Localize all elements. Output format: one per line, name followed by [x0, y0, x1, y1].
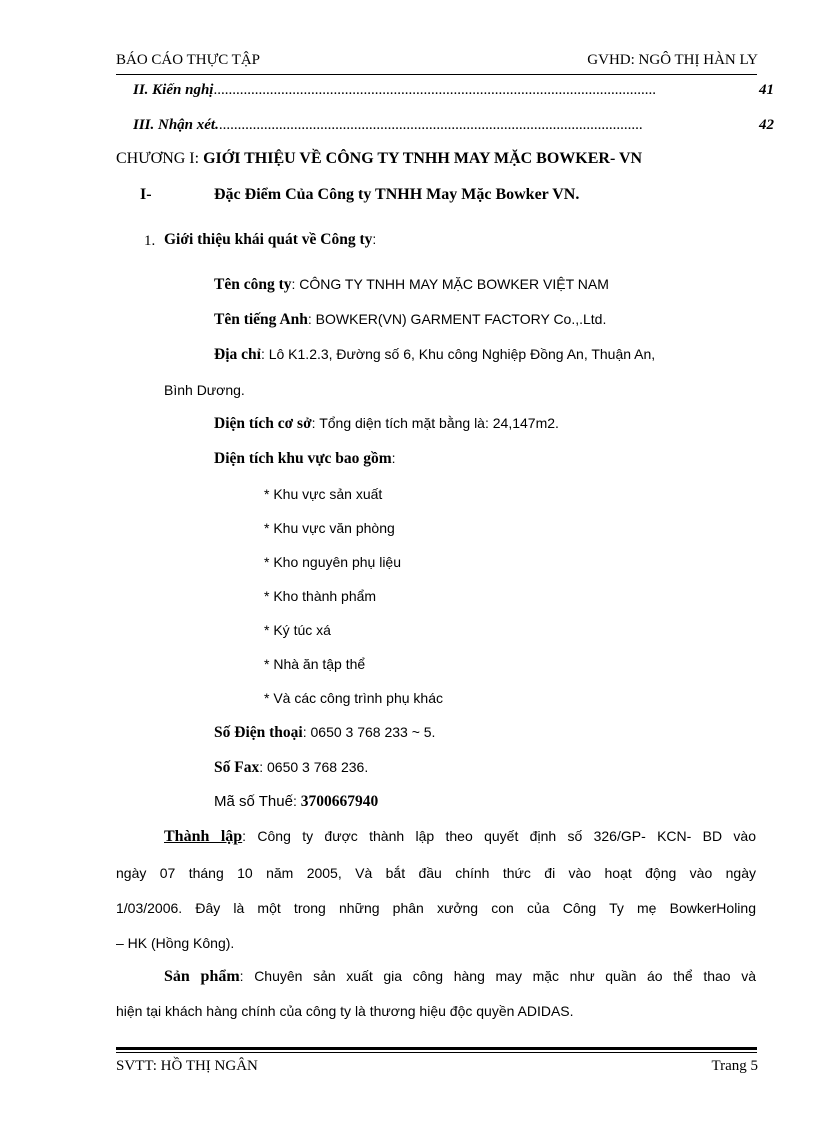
subsection-heading	[164, 231, 376, 249]
subsection-number: 1.	[144, 233, 156, 249]
area-label: Diện tích cơ sở	[214, 415, 312, 432]
section-title: Đặc Điểm Của Công ty TNHH May Mặc Bowker VN.	[214, 186, 580, 203]
zones-heading	[214, 450, 396, 468]
toc-page-number: 42	[759, 117, 774, 133]
founding-line-4: – HK (Hồng Kông).	[116, 935, 235, 951]
zones-colon: :	[391, 450, 396, 466]
subsection-title: Giới thiệu khái quát về Công ty	[164, 231, 373, 248]
address-continuation: Bình Dương.	[164, 382, 245, 398]
zone-item: * Kho nguyên phụ liệu	[264, 554, 401, 570]
toc-leader: ......................................................................................................................	[213, 82, 656, 98]
header-right: GVHD: NGÔ THỊ HÀN LY	[587, 52, 758, 68]
toc-label: II. Kiến nghị	[133, 82, 214, 98]
chapter-number: CHƯƠNG I:	[116, 150, 200, 167]
products-line-2: hiện tại khách hàng chính của công ty là thương hiệu độc quyền ADIDAS.	[116, 1003, 574, 1019]
footer-left: SVTT: HỒ THỊ NGÂN	[116, 1058, 258, 1074]
english-name-line	[214, 311, 606, 329]
chapter-title: GIỚI THIỆU VỀ CÔNG TY TNHH MAY MẶC BOWKER- VN	[203, 150, 643, 167]
tax-colon: :	[292, 793, 301, 809]
products-text: : Chuyên sản xuất gia công hàng may mặc như quần áo thể thao và	[239, 968, 757, 984]
footer-rule-thick	[116, 1047, 757, 1050]
header-left: BÁO CÁO THỰC TẬP	[116, 52, 261, 68]
company-name-label: Tên công ty	[214, 276, 292, 293]
zone-item: * Khu vực văn phòng	[264, 520, 395, 536]
chapter-heading	[116, 150, 642, 168]
zone-item: * Và các công trình phụ khác	[264, 690, 443, 706]
products-label: Sản phẩm	[164, 968, 240, 985]
subsection-colon: :	[372, 231, 377, 247]
toc-entry-kien-nghi[interactable]	[133, 82, 756, 99]
phone-label: Số Điện thoại	[214, 724, 303, 741]
founding-text: : Công ty được thành lập theo quyết định số 326/GP- KCN- BD vào	[242, 828, 757, 844]
zone-item: * Kho thành phẩm	[264, 588, 377, 604]
area-value: : Tổng diện tích mặt bằng là: 24,147m2.	[311, 415, 559, 431]
fax-value: : 0650 3 768 236.	[259, 759, 369, 775]
toc-page-number: 41	[759, 82, 774, 98]
company-name-value: : CÔNG TY TNHH MAY MẶC BOWKER VIỆT NAM	[291, 276, 609, 292]
founding-label: Thành lập	[164, 828, 243, 845]
address-line	[214, 346, 655, 364]
address-label: Địa chỉ	[214, 346, 261, 363]
toc-label: III. Nhận xét.	[133, 117, 219, 133]
footer-rule-thin	[116, 1052, 757, 1053]
fax-line	[214, 759, 368, 777]
tax-label: Mã số Thuế	[214, 793, 293, 810]
founding-line-3: 1/03/2006. Đây là một trong những phân xưởng con của Công Ty mẹ BowkerHoling	[116, 900, 756, 916]
tax-value: 3700667940	[300, 793, 379, 810]
founding-line-2: ngày 07 tháng 10 năm 2005, Và bắt đầu chính thức đi vào hoạt động vào ngày	[116, 865, 756, 881]
english-name-value: : BOWKER(VN) GARMENT FACTORY Co.,.Ltd.	[307, 311, 607, 327]
phone-value: : 0650 3 768 233 ~ 5.	[302, 724, 436, 740]
zone-item: * Ký túc xá	[264, 622, 331, 638]
fax-label: Số Fax	[214, 759, 260, 776]
company-name-line	[214, 276, 609, 294]
products-line-1	[164, 968, 756, 986]
zones-label: Diện tích khu vực bao gồm	[214, 450, 392, 467]
section-number: I-	[140, 186, 152, 203]
founding-line-1	[164, 828, 756, 846]
address-value: : Lô K1.2.3, Đường số 6, Khu công Nghiệp Đồng An, Thuận An,	[260, 346, 656, 362]
header-rule	[116, 74, 757, 75]
zone-item: * Nhà ăn tập thể	[264, 656, 366, 672]
english-name-label: Tên tiếng Anh	[214, 311, 308, 328]
page-number: Trang 5	[711, 1058, 758, 1074]
area-line	[214, 415, 559, 433]
phone-line	[214, 724, 435, 742]
zone-item: * Khu vực sản xuất	[264, 486, 383, 502]
toc-entry-nhan-xet[interactable]	[133, 117, 756, 134]
tax-line	[214, 793, 378, 811]
toc-leader: .................................................................................................................	[218, 117, 643, 133]
